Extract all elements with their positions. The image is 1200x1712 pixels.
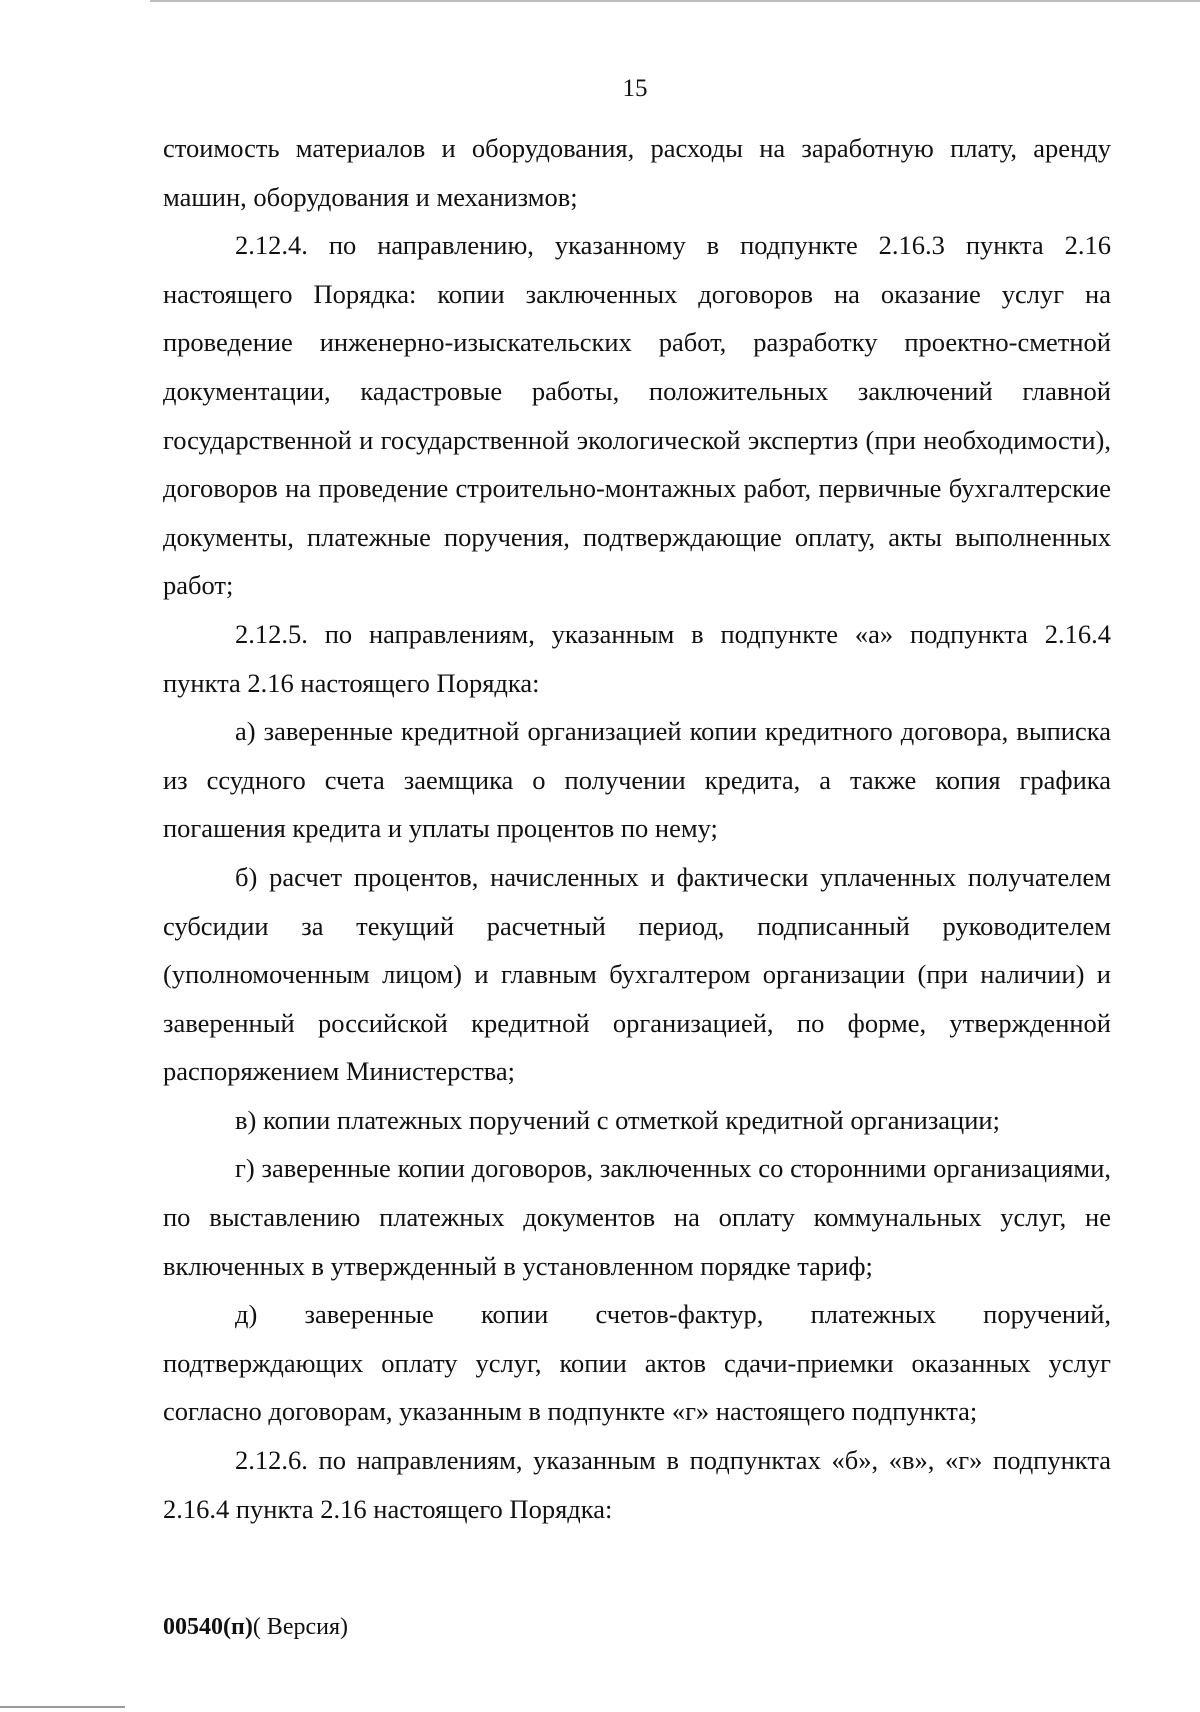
footer-document-code — [163, 1612, 348, 1642]
page-number: 15 — [622, 75, 648, 102]
paragraph-item-g: г) заверенные копии договоров, заключенных со сторонними организациями, по выставлению платежных документов на оплату коммунальных услуг, не включенных в утвержденный в установленном порядке тариф; — [163, 1153, 1111, 1281]
document-version: ( Версия) — [252, 1614, 348, 1640]
paragraph-continuation: стоимость материалов и оборудования, расходы на заработную плату, аренду машин, оборудования и механизмов; — [163, 133, 1111, 212]
paragraph-2-12-5: 2.12.5. по направлениям, указанным в подпункте «а» подпункта 2.16.4 пункта 2.16 настоящего Порядка: — [163, 618, 1111, 698]
paragraph-item-a: а) заверенные кредитной организацией копии кредитного договора, выписка из ссудного счета заемщика о получении кредита, а также копия графика погашения кредита и уплаты процентов по нему; — [163, 716, 1111, 844]
paragraph-item-v: в) копии платежных поручений с отметкой кредитной организации; — [235, 1104, 1000, 1135]
paragraph-item-b: б) расчет процентов, начисленных и фактически уплаченных получателем субсидии за текущий расчетный период, подписанный руководителем (уполномоченным лицом) и главным бухгалтером организации (при наличии) и заверенный российской кредитной организацией, по форме, утвержденной распоряжением Министерства; — [163, 861, 1111, 1087]
document-code: 00540(п) — [163, 1614, 253, 1640]
paragraph-2-12-4: 2.12.4. по направлению, указанному в подпункте 2.16.3 пункта 2.16 настоящего Порядка: копии заключенных договоров на оказание услуг на проведение инженерно-изыскательских работ, разработку проектно-сметной документации, кадастровые работы, положительных заключений главной государственной и государственной экологической экспертиз (при необходимости), договоров на проведение строительно-монтажных работ, первичные бухгалтерские документы, платежные поручения, подтверждающие оплату, акты выполненных работ; — [163, 230, 1111, 601]
top-edge-line — [150, 0, 1200, 2]
paragraph-item-d: д) заверенные копии счетов-фактур, платежных поручений, подтверждающих оплату услуг, копии актов сдачи-приемки оказанных услуг согласно договорам, указанным в подпункте «г» настоящего подпункта; — [163, 1299, 1111, 1427]
bottom-edge-line — [0, 1706, 125, 1708]
paragraph-2-12-6: 2.12.6. по направлениям, указанным в подпунктах «б», «в», «г» подпункта 2.16.4 пункта 2.16 настоящего Порядка: — [163, 1445, 1111, 1524]
document-body — [163, 124, 1111, 1533]
